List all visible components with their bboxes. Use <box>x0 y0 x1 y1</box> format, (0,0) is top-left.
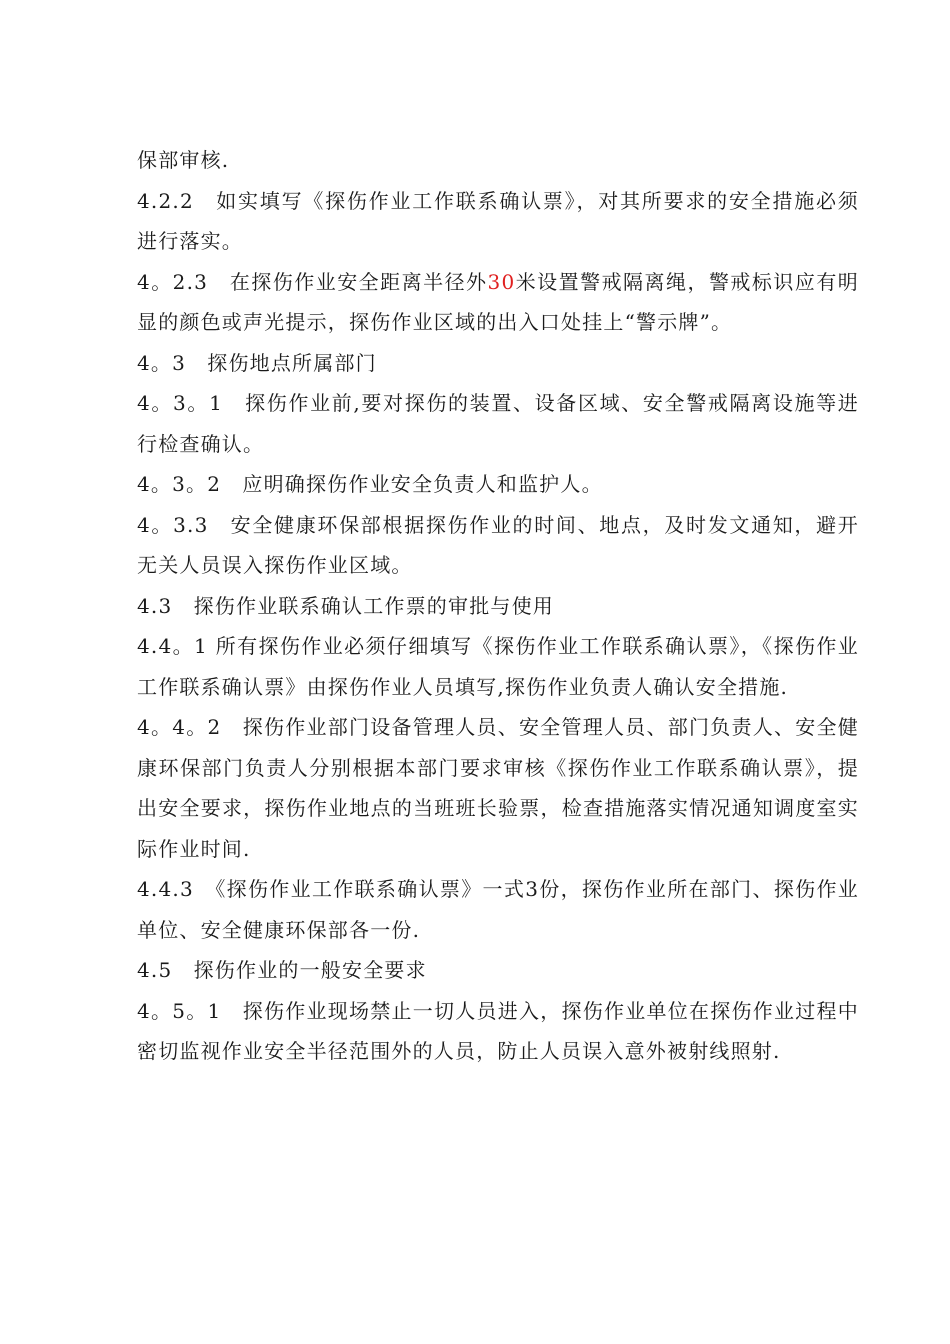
section-heading-4-4: 4.3 探伤作业联系确认工作票的审批与使用 <box>137 593 555 618</box>
paragraph-4-4-2: 4。4。2 探伤作业部门设备管理人员、安全管理人员、部门负责人、安全健康环保部门负责人分别根据本部门要求审核《探伤作业工作联系确认票》，提出安全要求，探伤作业地点的当班班长验票，检查措施落实情况通知调度室实际作业时间. <box>137 715 859 861</box>
section-heading-4-3: 4。3 探伤地点所属部门 <box>137 350 377 375</box>
paragraph-4-2-3 <box>137 262 859 343</box>
section-heading-4-5: 4.5 探伤作业的一般安全要求 <box>137 958 427 982</box>
paragraph-4-3-2: 4。3。2 应明确探伤作业安全负责人和监护人。 <box>137 472 603 496</box>
highlighted-distance-value: 30 <box>487 269 516 294</box>
paragraph-4-2-3-before: 4。2.3 在探伤作业安全距离半径外 <box>137 269 488 294</box>
paragraph-continuation: 保部审核. <box>137 148 230 172</box>
paragraph-4-4-3: 4.4.3 《探伤作业工作联系确认票》一式3份，探伤作业所在部门、探伤作业单位、安全健康环保部各一份. <box>137 877 859 942</box>
paragraph-4-2-2: 4.2.2 如实填写《探伤作业工作联系确认票》，对其所要求的安全措施必须进行落实。 <box>137 188 859 253</box>
paragraph-4-2-3-after: 米设置警戒隔离绳，警戒标识应有明显的颜色或声光提示，探伤作业区域的出入口处挂上“警示牌”。 <box>137 269 859 334</box>
paragraph-4-3-1: 4。3。1 探伤作业前,要对探伤的装置、设备区域、安全警戒隔离设施等进行检查确认。 <box>137 391 859 456</box>
document-body <box>137 140 859 1072</box>
paragraph-4-5-1: 4。5。1 探伤作业现场禁止一切人员进入，探伤作业单位在探伤作业过程中密切监视作业安全半径范围外的人员，防止人员误入意外被射线照射. <box>137 998 859 1063</box>
paragraph-4-3-3: 4。3.3 安全健康环保部根据探伤作业的时间、地点，及时发文通知，避开无关人员误入探伤作业区域。 <box>137 512 859 577</box>
paragraph-4-4-1: 4.4。1 所有探伤作业必须仔细填写《探伤作业工作联系确认票》，《探伤作业工作联系确认票》由探伤作业人员填写,探伤作业负责人确认安全措施. <box>137 634 859 699</box>
